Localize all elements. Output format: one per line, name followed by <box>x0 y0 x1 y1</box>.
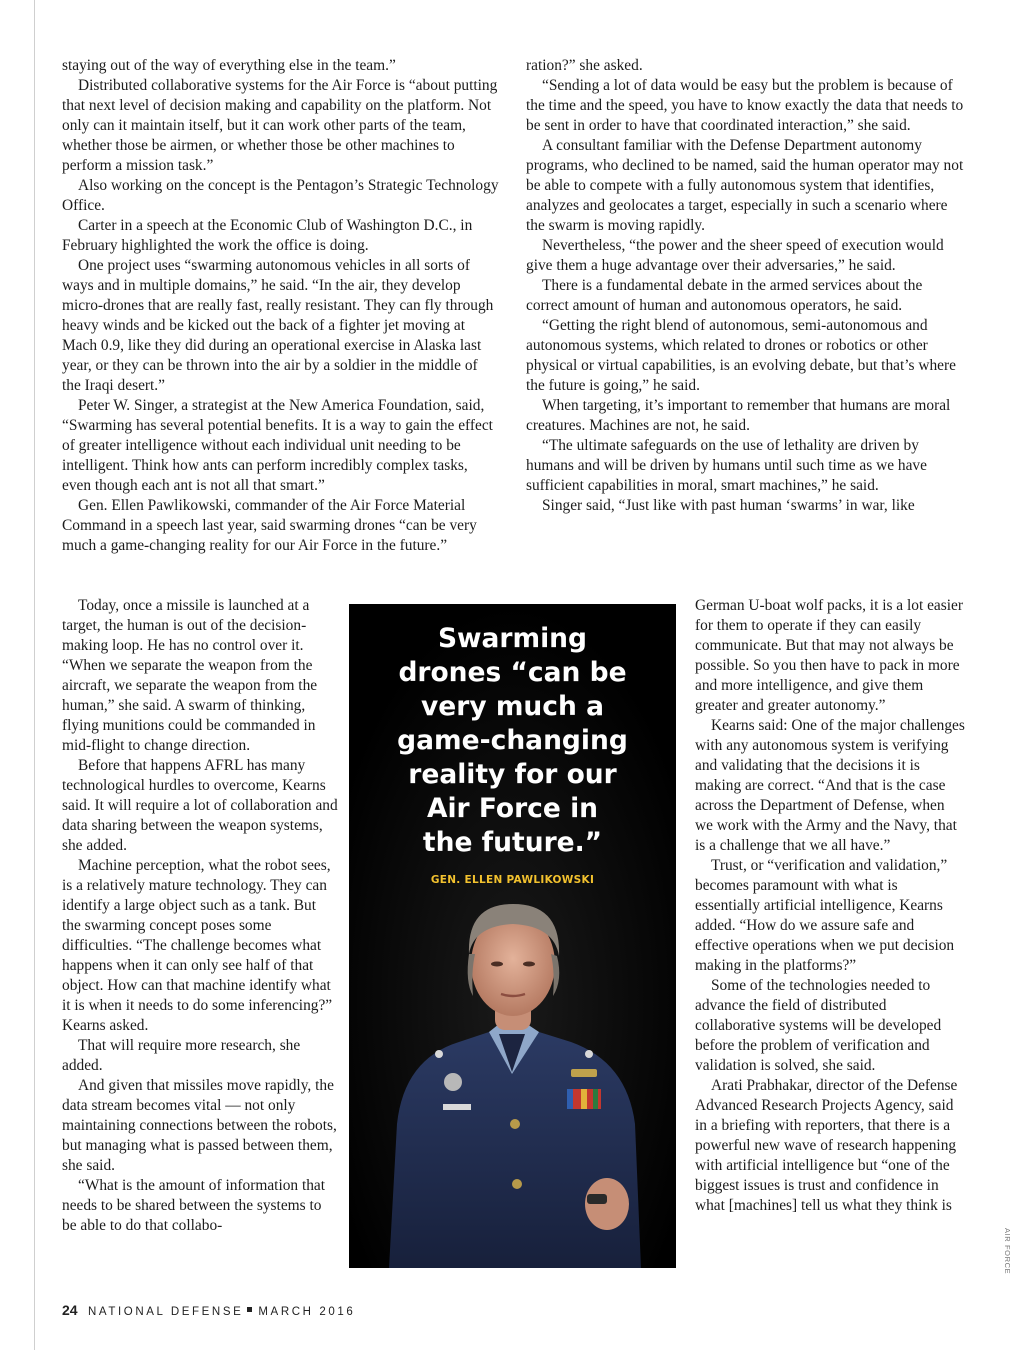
photo-pull-quote-box <box>349 604 676 1268</box>
paragraph: Trust, or “verification and validation,” becomes paramount with what is essentially artificial intelligence, Kearns added. “How do we assure safe and effective operations when we put decision making in the platforms?” <box>695 857 955 974</box>
pull-quote-line: reality for our <box>408 759 617 790</box>
pull-quote-line: very much a <box>421 691 604 722</box>
page-number: 24 <box>62 1302 78 1318</box>
page-edge-rule <box>34 0 35 1350</box>
paragraph: Also working on the concept is the Pentagon’s Strategic Technology Office. <box>62 177 499 214</box>
paragraph: There is a fundamental debate in the armed services about the correct amount of human and autonomous operators, he said. <box>526 277 923 314</box>
paragraph: A consultant familiar with the Defense Department autonomy programs, who declined to be named, said the human operator may not be able to compete with a fully autonomous system that identifies, analyzes and geolocates a target, especially in such a scenario where the swarm is moving rapidly. <box>526 137 964 234</box>
pull-quote-line: Air Force in <box>426 793 599 824</box>
article-column-left-top <box>62 56 500 556</box>
paragraph: “Sending a lot of data would be easy but the problem is because of the time and the speed, you have to know exactly the data that needs to be sent in order to have that coordinated interaction,” she said. <box>526 77 964 134</box>
paragraph: Arati Prabhakar, director of the Defense Advanced Research Projects Agency, said in a briefing with reporters, that there is a powerful new wave of research happening with artificial intelligence but “one of the biggest issues is trust and confidence in what [machines] tell us what they think is <box>695 1077 958 1214</box>
paragraph: Distributed collaborative systems for the Air Force is “about putting that next level of decision making and capability on the platform. Not only can it maintain itself, but it can work other parts of the team, whether those be airmen, or whether those be other machines to perform a mission task.” <box>62 77 498 174</box>
article-column-right-top <box>526 56 964 516</box>
paragraph: Nevertheless, “the power and the sheer speed of execution would give them a huge advantage over their adversaries,” he said. <box>526 237 944 274</box>
separator-bullet <box>247 1307 252 1312</box>
paragraph: Today, once a missile is launched at a target, the human is out of the decision-making loop. He has no control over it. “When we separate the weapon from the aircraft, we separate the weapon from the human,” she said. A swarm of thinking, flying munitions could be commanded in mid-flight to change direction. <box>62 597 318 754</box>
pull-quote-line: the future.” <box>422 827 603 858</box>
paragraph: “Getting the right blend of autonomous, semi-autonomous and autonomous systems, which related to drones or robotics or other physical or virtual capabilities, is an evolving debate, but that’s where the future is going,” he said. <box>526 317 956 394</box>
page-footer <box>62 1302 355 1320</box>
paragraph: Some of the technologies needed to advance the field of distributed collaborative systems will be developed before the problem of verification and validation is solved, she said. <box>695 977 942 1074</box>
publication-name: NATIONAL DEFENSE <box>88 1306 244 1318</box>
paragraph: Gen. Ellen Pawlikowski, commander of the Air Force Material Command in a speech last year, said swarming drones “can be very much a game-changing reality for our Air Force in the future.” <box>62 497 477 554</box>
paragraph: Peter W. Singer, a strategist at the New America Foundation, said, “Swarming has several potential benefits. It is a way to gain the effect of greater intelligence without each individual unit needing to be intelligent. Think how ants can perform incredibly complex tasks, even though each ant is not all that smart.” <box>62 397 493 494</box>
paragraph: Kearns said: One of the major challenges with any autonomous system is verifying and validating that the decisions it is making are correct. “And that is the case across the Department of Defense, when we work with the Army and the Navy, that is a challenge that we all have.” <box>695 717 965 854</box>
paragraph: Before that happens AFRL has many technological hurdles to overcome, Kearns said. It will require a lot of collaboration and data sharing between the weapon systems, she added. <box>62 757 338 854</box>
paragraph: That will require more research, she added. <box>62 1037 301 1074</box>
paragraph: And given that missiles move rapidly, the data stream becomes vital — not only maintaining connections between the robots, but managing what is passed between them, she said. <box>62 1077 337 1174</box>
paragraph: When targeting, it’s important to remember that humans are moral creatures. Machines are not, he said. <box>526 397 951 434</box>
article-column-right-bottom <box>695 596 965 1216</box>
paragraph: One project uses “swarming autonomous vehicles in all sorts of ways and in multiple domains,” he said. “In the air, they develop micro-drones that are really fast, really resistant. They can fly through heavy winds and be kicked out the back of a fighter jet moving at Mach 0.9, like they did during an operational exercise in Alaska last year, or they can be thrown into the air by a soldier in the middle of the Iraqi desert.” <box>62 257 494 394</box>
article-column-left-bottom <box>62 596 338 1236</box>
paragraph: Singer said, “Just like with past human ‘swarms’ in war, like <box>542 497 915 514</box>
paragraph: “The ultimate safeguards on the use of lethality are driven by humans and will be driven by humans until such time as we have sufficient capabilities in moral, smart machines,” he said. <box>526 437 927 494</box>
pull-quote-attribution: GEN. ELLEN PAWLIKOWSKI <box>430 874 595 886</box>
pull-quote-line: Swarming <box>437 623 588 654</box>
paragraph: German U-boat wolf packs, it is a lot easier for them to operate if they can easily communicate. But that may not always be possible. So you then have to pack in more and more intelligence, and give them greater and greater autonomy.” <box>695 597 963 714</box>
paragraph: staying out of the way of everything else in the team.” <box>62 57 396 74</box>
paragraph: Machine perception, what the robot sees, is a relatively mature technology. They can identify a large object such as a tank. But the swarming concept poses some difficulties. “The challenge becomes what happens when it can only see half of that object. How can that machine identify what it is when it needs to do some inferencing?” Kearns asked. <box>62 857 333 1034</box>
pull-quote-line: game-changing <box>397 725 628 756</box>
issue-date: MARCH 2016 <box>258 1306 356 1318</box>
photo-credit: AIR FORCE <box>1003 1228 1012 1275</box>
pull-quote <box>349 622 676 860</box>
paragraph: “What is the amount of information that needs to be shared between the systems to be able to do that collabo- <box>62 1177 326 1234</box>
paragraph: ration?” she asked. <box>526 57 643 74</box>
paragraph: Carter in a speech at the Economic Club of Washington D.C., in February highlighted the work the office is doing. <box>62 217 473 254</box>
pull-quote-line: drones “can be <box>398 657 627 688</box>
